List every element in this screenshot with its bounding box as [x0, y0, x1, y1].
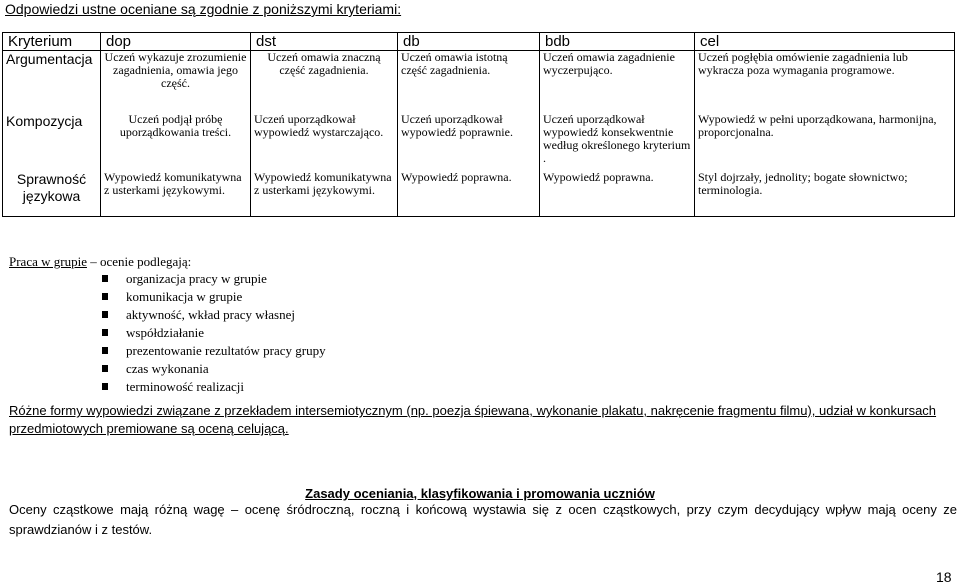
- group-work-heading: [9, 253, 191, 270]
- bullet-square-icon: [102, 347, 108, 354]
- bullet-square-icon: [102, 311, 108, 318]
- list-item: prezentowanie rezultatów pracy grupy: [102, 342, 326, 360]
- intro-text: Odpowiedzi ustne oceniane są zgodnie z poniższymi kryteriami:: [5, 1, 402, 17]
- cell-cel: Wypowiedź w pełni uporządkowana, harmonijna, proporcjonalna.: [695, 113, 955, 171]
- table-row: [3, 113, 955, 171]
- cell-dst: Wypowiedź komunikatywna z usterkami językowymi.: [251, 171, 398, 217]
- cell-dop: Wypowiedź komunikatywna z usterkami językowymi.: [101, 171, 251, 217]
- bullet-square-icon: [102, 293, 108, 300]
- cell-db: Uczeń uporządkował wypowiedź poprawnie.: [398, 113, 540, 171]
- category-argumentacja: Argumentacja: [3, 51, 101, 114]
- header-db: db: [398, 33, 540, 51]
- group-work-heading-underlined: Praca w grupie: [9, 254, 87, 269]
- cell-db: Uczeń omawia istotną część zagadnienia.: [398, 51, 540, 114]
- category-sprawnosc-jezykowa: Sprawność językowa: [3, 171, 101, 217]
- group-work-list: [102, 270, 326, 396]
- section-title: Zasady oceniania, klasyfikowania i promowania uczniów: [305, 486, 655, 501]
- cell-bdb: Uczeń uporządkował wypowiedź konsekwentnie według określonego kryterium .: [540, 113, 695, 171]
- cell-dst: Uczeń omawia znaczną część zagadnienia.: [251, 51, 398, 114]
- list-item: aktywność, wkład pracy własnej: [102, 306, 326, 324]
- header-dst: dst: [251, 33, 398, 51]
- bullet-square-icon: [102, 275, 108, 282]
- list-item: czas wykonania: [102, 360, 326, 378]
- cell-cel: Styl dojrzały, jednolity; bogate słownictwo; terminologia.: [695, 171, 955, 217]
- list-item: komunikacja w grupie: [102, 288, 326, 306]
- bullet-square-icon: [102, 383, 108, 390]
- category-kompozycja: Kompozycja: [3, 113, 101, 171]
- bullet-square-icon: [102, 365, 108, 372]
- grading-paragraph: Oceny cząstkowe mają różną wagę – ocenę śródroczną, roczną i końcową wystawia się z ocen cząstkowych, przy czym decydujący wpływ mają oceny ze sprawdzianów i z testów.: [9, 502, 957, 537]
- criteria-table: [2, 32, 955, 217]
- cell-cel: Uczeń pogłębia omówienie zagadnienia lub wykracza poza wymagania programowe.: [695, 51, 955, 114]
- list-item: współdziałanie: [102, 324, 326, 342]
- group-work-heading-rest: – ocenie podlegają:: [86, 254, 192, 269]
- list-item: organizacja pracy w grupie: [102, 270, 326, 288]
- header-bdb: bdb: [540, 33, 695, 51]
- list-item: terminowość realizacji: [102, 378, 326, 396]
- table-row: [3, 171, 955, 217]
- cell-dop: Uczeń podjął próbę uporządkowania treści.: [101, 113, 251, 171]
- table-header-row: [3, 33, 955, 51]
- header-dop: dop: [101, 33, 251, 51]
- cell-dst: Uczeń uporządkował wypowiedź wystarczająco.: [251, 113, 398, 171]
- cell-bdb: Uczeń omawia zagadnienie wyczerpująco.: [540, 51, 695, 114]
- cell-dop: Uczeń wykazuje zrozumienie zagadnienia, omawia jego część.: [101, 51, 251, 114]
- header-cel: cel: [695, 33, 955, 51]
- bullet-square-icon: [102, 329, 108, 336]
- cell-db: Wypowiedź poprawna.: [398, 171, 540, 217]
- table-row: [3, 51, 955, 114]
- page-number: 18: [936, 569, 952, 585]
- forms-paragraph: Różne formy wypowiedzi związane z przekładem intersemiotycznym (np. poezja śpiewana, wykonanie plakatu, nakręcenie fragmentu filmu), udział w konkursach przedmiotowych premiowane są oceną celującą.: [9, 403, 937, 436]
- header-kryterium: Kryterium: [3, 33, 101, 51]
- cell-bdb: Wypowiedź poprawna.: [540, 171, 695, 217]
